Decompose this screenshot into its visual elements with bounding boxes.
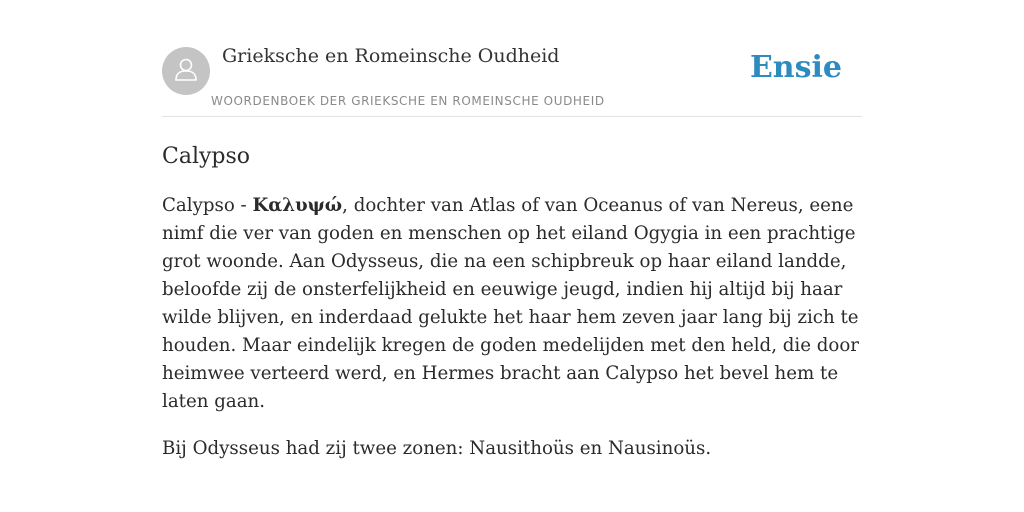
entry-text: , dochter van Atlas of van Oceanus of van Nereus, eene nimf die ver van goden en menschen op het eiland Ogygia in een prachtige grot woonde. Aan Odysseus, die na een schipbreuk op haar eiland landde, beloofde zij de onsterfelijkheid en eeuwige jeugd, indien hij altijd bij haar wilde blijven, en inderdaad gelukte het haar hem zeven jaar lang bij zich te houden. Maar eindelijk kregen de goden medelijden met den held, die door heimwee verteerd werd, en Hermes bracht aan Calypso het bevel hem te laten gaan. [162, 195, 860, 412]
greek-term: Καλυψώ [252, 195, 343, 216]
user-avatar[interactable] [162, 47, 210, 95]
page-title: Calypso [162, 144, 251, 169]
site-subtitle[interactable]: WOORDENBOEK DER GRIEKSCHE EN ROMEINSCHE OUDHEID [211, 94, 605, 108]
brand-logo[interactable]: Ensie [749, 50, 842, 85]
user-icon [172, 55, 200, 87]
site-title[interactable]: Grieksche en Romeinsche Oudheid [222, 45, 560, 67]
page-container [162, 0, 862, 463]
entry-paragraph-2: Bij Odysseus had zij twee zonen: Nausithoüs en Nausinoüs. [162, 438, 712, 459]
entry-prefix: Calypso - [162, 195, 253, 216]
entry-paragraph [162, 192, 862, 416]
site-header [162, 0, 862, 117]
